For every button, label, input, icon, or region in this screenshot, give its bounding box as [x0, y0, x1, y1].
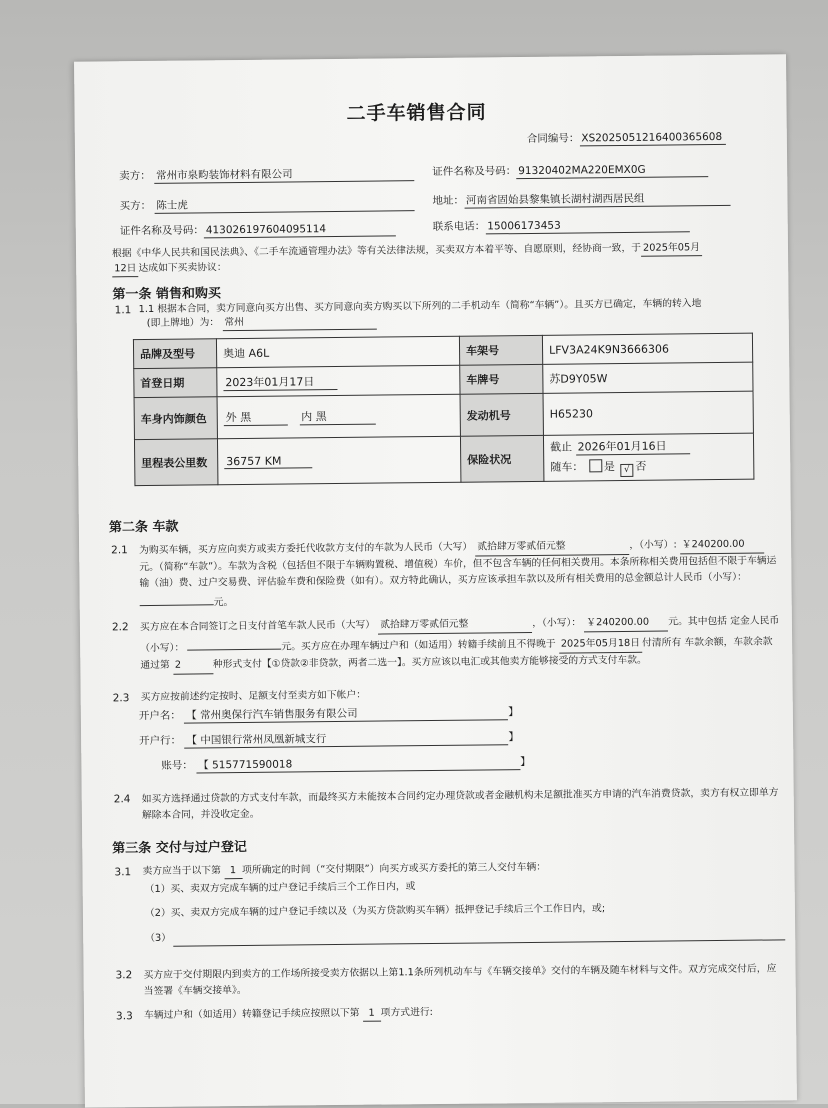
clause-3-1-text-b: 项所确定的时间（“交付期限”）向买方或买方委托的第三人交付车辆：: [241, 861, 547, 877]
intro-text: 根据《中华人民共和国民法典》、《二手车流通管理办法》等有关法律法规，买卖双方本着平等、自愿原则，经协商一致，于: [111, 242, 642, 260]
address-label: 地址：: [432, 194, 465, 207]
balance-due-date: 2025年05月18日: [559, 636, 642, 654]
insurance-label: 保险状况: [460, 435, 543, 482]
clause-2-3-no: 2.3: [112, 692, 130, 705]
buyer-id-row: [120, 221, 396, 239]
clause-2-2-no: 2.2: [111, 621, 129, 634]
clause-2-2-text-f: 车款余额，车款余款通过第: [140, 636, 773, 672]
clause-2-2: [140, 613, 781, 675]
delivery-option: 1: [224, 864, 242, 879]
contract-no: [527, 130, 726, 147]
clause-3-3-text-b: 项方式进行:: [380, 1007, 434, 1019]
clause-2-2-text-a: 买方应在本合同签订之日支付首笔车款人民币（大写）: [139, 619, 376, 634]
account-name-value: 【 常州奥保行汽车销售服务有限公司: [184, 705, 508, 723]
insurance-cell: [543, 433, 753, 481]
vin-value: LFV3A24K9N3666306: [542, 333, 752, 364]
contract-no-value: XS2025051216400365608: [579, 130, 725, 147]
clause-2-1-text-a: 为购买车辆，买方应向卖方或卖方委托代收款方支付的车款为人民币（大写）: [139, 541, 473, 557]
intro-day: 12日: [112, 262, 138, 277]
delivery-option-3-label: （3）: [145, 932, 172, 945]
insurance-with-car: [550, 457, 747, 478]
bank-value: 【 中国银行常州凤凰新城支行: [184, 730, 508, 748]
seller-id-label: 证件名称及号码：: [432, 165, 517, 178]
clause-1-1: [139, 297, 702, 332]
insurance-until-value: 2026年01月16日: [575, 437, 689, 455]
clause-3-3: [144, 1006, 433, 1024]
account-name-text: 常州奥保行汽车销售服务有限公司: [199, 707, 358, 722]
contract-no-label: 合同编号：: [526, 132, 580, 145]
phone-row: [433, 217, 690, 235]
clause-2-1-yuan: 元。: [213, 597, 234, 609]
seller-value: 常州市泉畇装饰材料有限公司: [154, 166, 414, 184]
engine-value: H65230: [543, 391, 753, 435]
color-label: 车身内饰颜色: [134, 397, 217, 440]
clause-3-1-text-a: 卖方应当于以下第: [142, 865, 221, 878]
clause-3-2: 买方应于交付期限内到卖方的工作场所接受卖方依据以上第1.1条所列机动车与《车辆交接单》交付的车辆及随车材料与文件。双方完成交付后，应当签署《车辆交接单》。: [143, 963, 777, 998]
color-exterior: 外 黑: [224, 409, 288, 427]
intro-text-2: 达成如下买卖协议：: [138, 262, 227, 275]
delivery-option-3-blank[interactable]: [173, 939, 785, 946]
address-value: 河南省固始县黎集镇长湖村湖西居民组: [464, 191, 730, 209]
table-row: [134, 391, 753, 439]
account-name-row: 开户名： 【 常州奥保行汽车销售服务有限公司 】: [138, 706, 519, 723]
total-amount-blank[interactable]: [140, 591, 214, 606]
first-payment-small-label: ，（小写）：: [532, 617, 582, 629]
delivery-option-1: （1）买、卖双方完成车辆的过户登记手续后三个工作日内，或: [144, 881, 416, 896]
color-cell: [217, 394, 460, 439]
checkbox-no[interactable]: √: [620, 464, 633, 477]
plate-label: 车牌号: [460, 364, 543, 394]
intro-paragraph: [112, 241, 762, 278]
price-amount: ￥240200.00: [680, 537, 764, 555]
clause-2-4: 如买方选择通过贷款的方式支付车款，而最终买方未能按本合同约定办理贷款或者金融机构未足额批准买方申请的汽车消费贷款，卖方有权立即单方解除本合同，并没收定金。: [141, 787, 779, 822]
account-no-label: 账号：: [161, 759, 193, 772]
seller-id-row: [432, 162, 708, 180]
plate-value: 苏D9Y05W: [543, 362, 753, 393]
address-row: [432, 191, 730, 209]
table-row: [134, 433, 753, 485]
contract-paper: [74, 54, 797, 1107]
clause-3-3-text-a: 车辆过户和（如适用）转籍登记手续应按照以下第: [143, 1007, 360, 1022]
clause-2-2-text-b: 元。其中包括: [668, 615, 728, 628]
clause-2-2-text-e: 付清所有: [642, 637, 682, 649]
buyer-value: 陈士虎: [154, 196, 414, 214]
payment-method: 2: [173, 657, 213, 674]
intro-date: 2025年05月: [641, 241, 702, 257]
price-chinese: 贰拾肆万零贰佰元整: [475, 538, 629, 557]
deposit-blank[interactable]: [187, 636, 281, 651]
account-no-row: 账号： 【 515771590018 】: [161, 755, 531, 772]
insurance-with-label: 随车：: [550, 460, 584, 474]
clause-2-1-no: 2.1: [111, 544, 128, 557]
clause-1-1-text2: (即上牌地）为：: [146, 317, 220, 329]
first-payment-chinese: 贰拾肆万零贰佰元整: [378, 616, 532, 635]
insurance-until: [550, 437, 747, 456]
clause-3-3-no: 3.3: [115, 1010, 133, 1023]
article-3-title: 第三条 交付与过户登记: [112, 839, 247, 857]
brand-label: 品牌及型号: [133, 339, 216, 369]
clause-3-2-no: 3.2: [115, 969, 133, 982]
clause-3-1-no: 3.1: [114, 866, 132, 879]
checkbox-yes-label: 是: [603, 460, 615, 474]
buyer-label: 买方：: [119, 199, 152, 213]
mileage-label: 里程表公里数: [134, 439, 217, 486]
seller-id-value: 91320402MA220EMX0G: [516, 162, 708, 179]
reg-date-value: 2023年01月17日: [223, 372, 337, 390]
buyer-id-label: 证件名称及号码：: [119, 224, 204, 238]
brand-value: 奥迪 A6L: [216, 336, 459, 368]
clause-2-4-no: 2.4: [113, 793, 131, 806]
clause-2-1: [139, 536, 780, 612]
first-payment-amount: ￥240200.00: [584, 615, 668, 633]
bank-text: 中国银行常州凤凰新城支行: [200, 733, 327, 747]
delivery-option-2: （2）买、卖双方完成车辆的过户登记手续以及（为买方贷款购买车辆）抵押登记手续后三个工作日内，或;: [144, 903, 606, 920]
phone-value: 15006173453: [485, 217, 689, 234]
reg-date-label: 首登日期: [134, 368, 217, 398]
insurance-until-label: 截止: [550, 440, 573, 454]
checkbox-yes[interactable]: [589, 459, 602, 472]
buyer-id-value: 413026197604095114: [204, 221, 396, 238]
transfer-option: 1: [363, 1007, 381, 1022]
vin-label: 车架号: [459, 335, 542, 365]
article-1-title: 第一条 销售和购买: [112, 286, 222, 303]
mileage-value: 36757 KM: [224, 454, 312, 469]
clause-1-1-text: 1.1 根据本合同，卖方同意向买方出售、买方同意向卖方购买以下所列的二手机动车（简称“车辆”）。且买方已确定，车辆的转入地: [138, 298, 702, 316]
clause-2-2-text-g: 种形式支付【①贷款②非贷款，两者二选一】。买方应该以电汇或其他卖方能够接受的方式支付车款。: [212, 654, 647, 671]
engine-label: 发动机号: [460, 393, 543, 436]
page-title: 二手车销售合同: [346, 101, 487, 125]
vehicle-table: [133, 333, 755, 486]
buyer-row: [119, 196, 414, 214]
price-small-label: ，（小写）:: [629, 539, 677, 551]
bank-label: 开户行：: [139, 734, 182, 748]
mileage-cell: [217, 436, 460, 485]
seller-row: [119, 166, 414, 184]
clause-3-1: [142, 861, 546, 880]
checkbox-no-label: 否: [635, 459, 647, 473]
article-2-title: 第二条 车款: [108, 519, 179, 536]
account-name-label: 开户名：: [138, 709, 181, 723]
seller-label: 卖方：: [119, 169, 151, 183]
phone-label: 联系电话：: [432, 220, 486, 233]
reg-date-cell: [217, 365, 460, 397]
clause-2-2-text-d: 元。买方应在办理车辆过户和（如适用）转籍手续前且不得晚于: [281, 638, 556, 653]
account-no-value: 【 515771590018: [196, 755, 520, 773]
bank-row: 开户行： 【 中国银行常州凤凰新城支行 】: [139, 731, 520, 748]
clause-1-1-no: 1.1: [114, 304, 132, 317]
color-interior: 内 黑: [299, 408, 375, 426]
clause-2-1-text-b: 元。（简称“车款”）。车款为含税（包括但不限于车辆购置税、增值税）车价，但不包含车辆的任何相关费用。本条所称相关费用包括但不限于车辆运输（油）费、过户交易费、评估验车费和保险费（如有）。双方特此确认，买方应该承担车款以及所有相关费用的总金额总计人民币（小写）：: [139, 555, 777, 590]
account-no-text: 515771590018: [212, 758, 293, 772]
clause-2-3: 买方应按前述约定按时、足额支付至卖方如下帐户：: [140, 689, 367, 704]
clause-2-2-text-c: 定金人民币（小写）：: [140, 615, 780, 655]
register-city: 常州: [222, 315, 376, 332]
